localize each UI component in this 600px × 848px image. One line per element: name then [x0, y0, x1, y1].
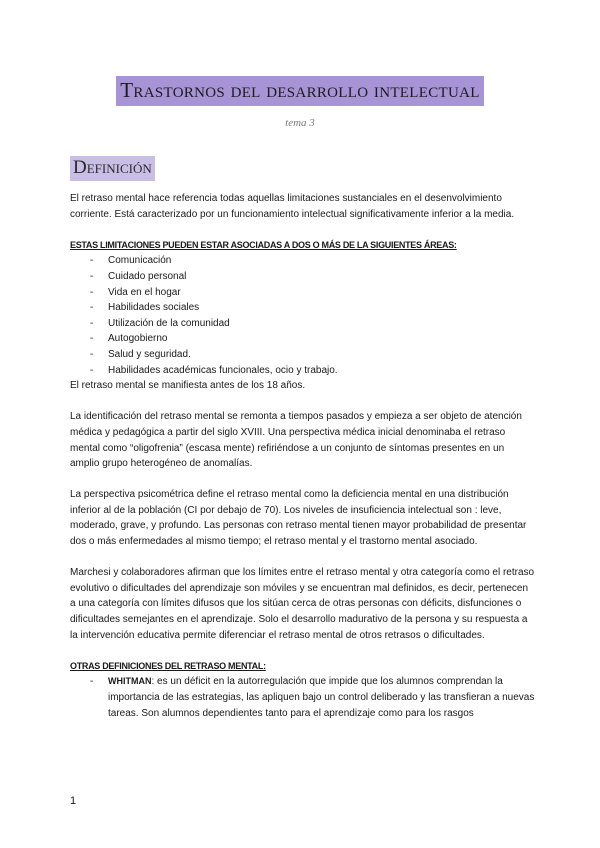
other-definitions-list	[70, 674, 535, 721]
areas-heading: ESTAS LIMITACIONES PUEDEN ESTAR ASOCIADAS A DOS O MÁS DE LA SIGUIENTES ÁREAS:	[70, 239, 457, 250]
author-name: WHITMAN	[108, 676, 152, 687]
other-definitions-heading: OTRAS DEFINICIONES DEL RETRASO MENTAL:	[70, 660, 266, 671]
areas-list	[70, 253, 535, 378]
list-item: - Comunicación	[70, 253, 535, 269]
document-subtitle: tema 3	[285, 117, 315, 129]
section-title: Definición	[70, 156, 155, 181]
document-title: Trastornos del desarrollo intelectual	[116, 76, 483, 106]
page-number: 1	[70, 795, 77, 807]
title-container	[0, 76, 600, 106]
onset-paragraph: El retraso mental se manifiesta antes de los 18 años.	[70, 380, 306, 392]
list-item: - Cuidado personal	[70, 269, 535, 285]
list-item: - Autogobierno	[70, 331, 535, 347]
list-item: - Habilidades sociales	[70, 300, 535, 316]
history-paragraph: La identificación del retraso mental se remonta a tiempos pasados y empieza a ser objeto de atención médica y pedagógica a partir del siglo XVIII. Una perspectiva médica inicial denominaba el retraso mental como “oligofrenia” (escasa mente) refiriéndose a un conjunto de síntomas presentes en un amplio grupo heterogéneo de anomalías.	[70, 411, 522, 470]
list-item	[70, 674, 535, 721]
psychometric-paragraph: La perspectiva psicométrica define el retraso mental como la deficiencia mental en una distribución inferior al de la población (CI por debajo de 70). Los niveles de insuficiencia intelectual son : leve, moderado, grave, y profundo. Las personas con retraso mental tienen mayor probabilidad de presentar dos o más enfermedades al mismo tiempo; el retraso mental y el trastorno mental asociado.	[70, 489, 527, 548]
list-item: - Utilización de la comunidad	[70, 316, 535, 332]
definition-text: : es un déficit en la autorregulación que impide que los alumnos comprendan la importancia de las estrategias, las apliquen bajo un control deliberado y las transfieran a nuevas tareas. Son alumnos dependientes tanto para el aprendizaje como para los rasgos	[108, 676, 535, 719]
list-item: - Vida en el hogar	[70, 285, 535, 301]
marchesi-paragraph: Marchesi y colaboradores afirman que los límites entre el retraso mental y otra categoría como el retraso evolutivo o dificultades del aprendizaje son móviles y se encuentran mal definidos, es decir, pertenecen a una categoría con límites difusos que los sitúan cerca de otras personas con déficits, disfunciones o dificultades semejantes en el aprendizaje. Solo el desarrollo madurativo de la persona y su respuesta a la intervención educativa permite diferenciar el retraso mental de otros retrasos o dificultades.	[70, 567, 535, 641]
document-body	[70, 191, 535, 721]
list-item: - Habilidades académicas funcionales, ocio y trabajo.	[70, 363, 535, 379]
list-item: - Salud y seguridad.	[70, 347, 535, 363]
intro-paragraph: El retraso mental hace referencia todas aquellas limitaciones sustanciales en el desenvolvimiento corriente. Está caracterizado por un funcionamiento intelectual significativamente inferior a la media.	[70, 193, 515, 220]
